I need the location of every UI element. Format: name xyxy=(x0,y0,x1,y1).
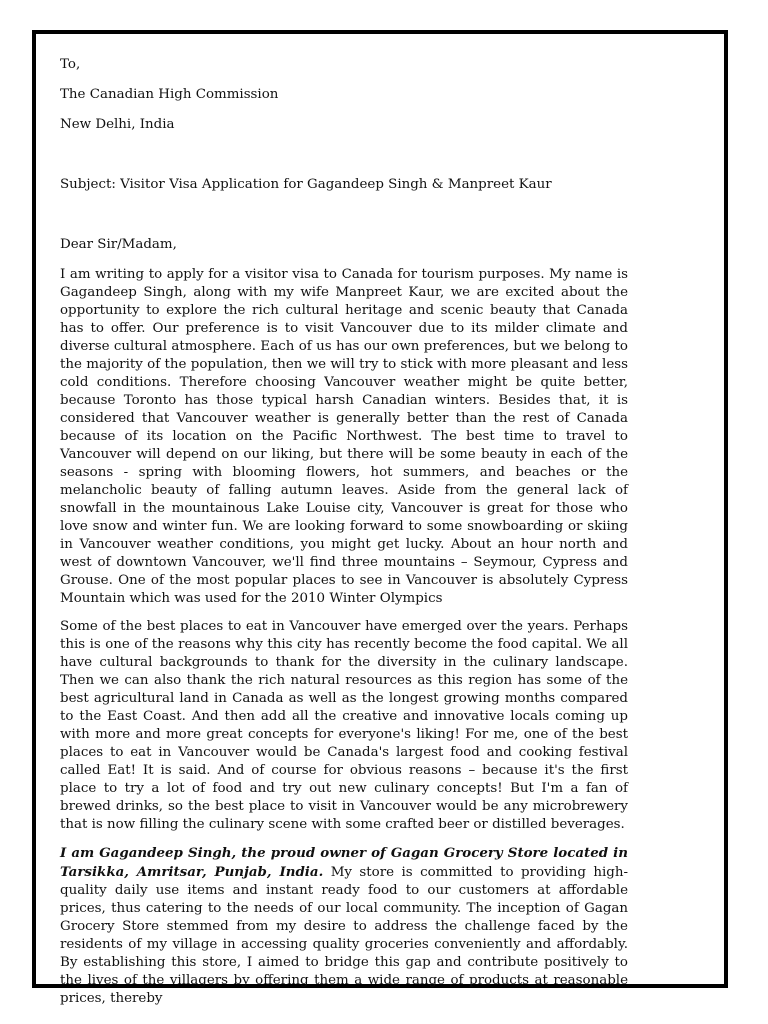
recipient-location: New Delhi, India xyxy=(60,117,175,132)
address-to: To, xyxy=(60,57,81,72)
business-description: My store is committed to providing high-quality daily use items and instant ready food to our customers at affordable prices, thus catering to the needs of our local community. The inception of Gagan Grocery Store stemmed from my desire to address the challenge faced by the residents of my village in accessing quality groceries conveniently and affordably. By establishing this store, I aimed to bridge this gap and contribute positively to the lives of the villagers by offering them a wide range of products at reasonable prices, thereby xyxy=(60,865,628,1006)
paragraph-business xyxy=(60,844,628,1008)
recipient-name: The Canadian High Commission xyxy=(60,87,279,102)
letter-body xyxy=(60,56,628,1008)
paragraph-travel-plans: I am writing to apply for a visitor visa to Canada for tourism purposes. My name is Gagandeep Singh, along with my wife Manpreet Kaur, we are excited about the opportunity to explore the rich cultural heritage and scenic beauty that Canada has to offer. Our preference is to visit Vancouver due to its milder climate and diverse cultural atmosphere. Each of us has our own preferences, but we belong to the majority of the population, then we will try to stick with more pleasant and less cold conditions. Therefore choosing Vancouver weather might be quite better, because Toronto has those typical harsh Canadian winters. Besides that, it is considered that Vancouver weather is generally better than the rest of Canada because of its location on the Pacific Northwest. The best time to travel to Vancouver will depend on our liking, but there will be some beauty in each of the seasons - spring with blooming flowers, hot summers, and beaches or the melancholic beauty of falling autumn leaves. Aside from the general lack of snowfall in the mountainous Lake Louise city, Vancouver is great for those who love snow and winter fun. We are looking forward to some snowboarding or skiing in Vancouver weather conditions, you might get lucky. About an hour north and west of downtown Vancouver, we'll find three mountains – Seymour, Cypress and Grouse. One of the most popular places to see in Vancouver is absolutely Cypress Mountain which was used for the 2010 Winter Olympics xyxy=(60,267,628,606)
subject-line: Subject: Visitor Visa Application for Gagandeep Singh & Manpreet Kaur xyxy=(60,177,552,192)
paragraph-food: Some of the best places to eat in Vancouver have emerged over the years. Perhaps this is one of the reasons why this city has recently become the food capital. We all have cultural backgrounds to thank for the diversity in the culinary landscape. Then we can also thank the rich natural resources as this region has some of the best agricultural land in Canada as well as the longest growing months compared to the East Coast. And then add all the creative and innovative locals coming up with more and more great concepts for everyone's liking! For me, one of the best places to eat in Vancouver would be Canada's largest food and cooking festival called Eat! It is said. And of course for obvious reasons – because it's the first place to try a lot of food and try out new culinary concepts! But I'm a fan of brewed drinks, so the best place to visit in Vancouver would be any microbrewery that is now filling the culinary scene with some crafted beer or distilled beverages. xyxy=(60,619,628,832)
business-owner-statement: I am Gagandeep Singh, the proud owner of Gagan Grocery Store located in Tarsikka, Amritsar, Punjab, India. xyxy=(60,845,628,880)
salutation: Dear Sir/Madam, xyxy=(60,237,177,252)
